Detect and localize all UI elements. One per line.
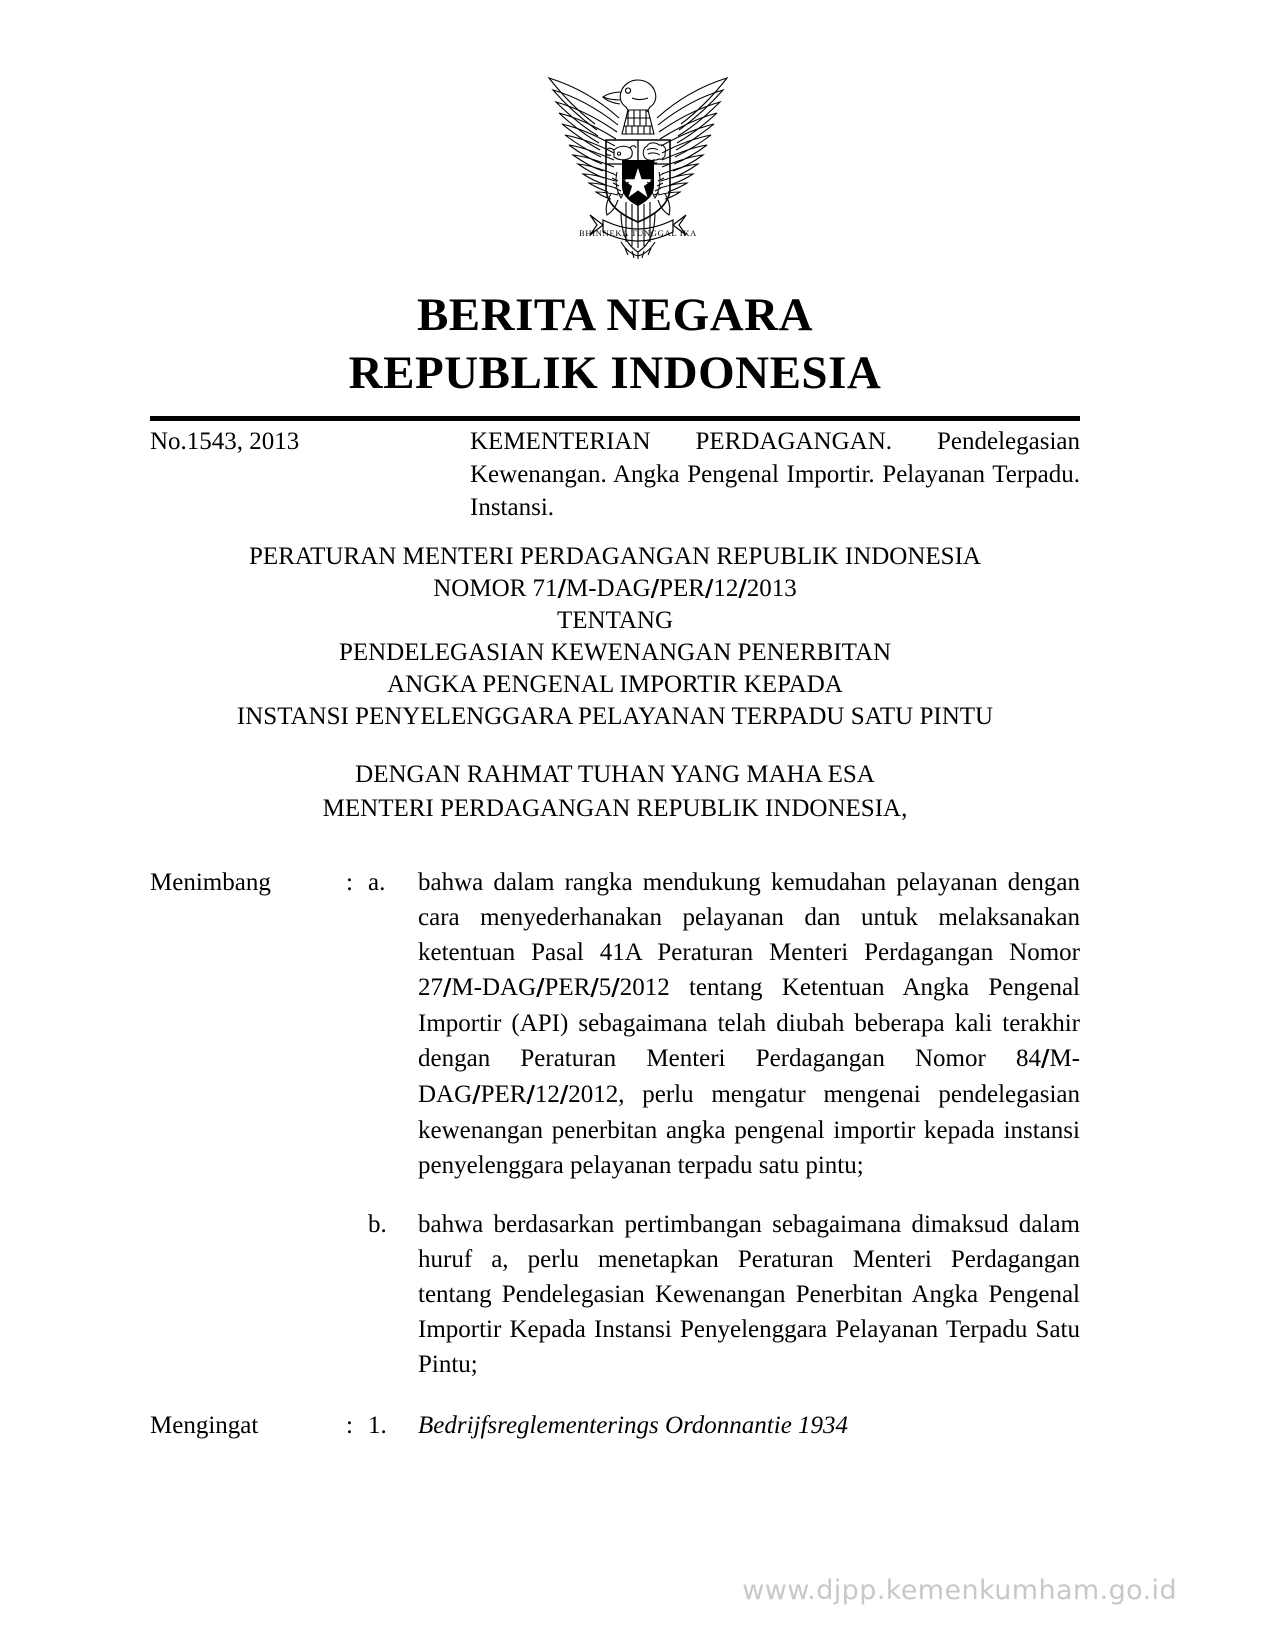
clause-label-mengingat: Mengingat bbox=[150, 1412, 259, 1439]
title-nomor-line bbox=[150, 573, 1080, 605]
clause-a-seg-5: 2012 tentang Ketentuan Angka Pengenal Importir (API) sebagaimana telah diubah beberapa kali terakhir dengan Peraturan Menteri Perdagangan Nomor 84 bbox=[418, 974, 1080, 1072]
slash-icon: / bbox=[536, 975, 545, 1001]
masthead bbox=[150, 286, 1080, 402]
document-body bbox=[150, 865, 1080, 1465]
clause-marker-1: 1. bbox=[368, 1412, 387, 1439]
slash-icon: / bbox=[559, 1082, 569, 1108]
clause-label-menimbang: Menimbang bbox=[150, 869, 271, 896]
clause-colon: : bbox=[346, 1412, 353, 1439]
slash-icon: / bbox=[704, 576, 714, 602]
clause-a-seg-9: 2012, perlu mengatur mengenai pendelegasian kewenangan penerbitan angka pengenal importir kepada instansi penyelenggara pelayanan terpadu satu pintu; bbox=[418, 1081, 1080, 1179]
slash-icon: / bbox=[590, 975, 599, 1001]
clause-text-menimbang-b: bahwa berdasarkan pertimbangan sebagaimana dimaksud dalam huruf a, perlu menetapkan Peraturan Menteri Perdagangan tentang Pendelegasian Kewenangan Penerbitan Angka Pengenal Importir Kepada Instansi Penyelenggara Pelayanan Terpadu Satu Pintu; bbox=[418, 1211, 1080, 1378]
slash-icon: / bbox=[472, 1082, 481, 1108]
header-divider-rule bbox=[150, 416, 1080, 421]
masthead-line-2: REPUBLIK INDONESIA bbox=[348, 347, 882, 399]
slash-icon: / bbox=[526, 1082, 535, 1108]
header-meta-row bbox=[150, 425, 1080, 524]
clause-marker-b: b. bbox=[368, 1211, 387, 1238]
invocation-block bbox=[150, 758, 1080, 826]
nomor-prefix: NOMOR 71 bbox=[433, 575, 558, 602]
slash-icon: / bbox=[443, 975, 452, 1001]
nomor-part-4: 12 bbox=[713, 575, 739, 602]
clause-a-seg-6: M-DAG bbox=[418, 1045, 1080, 1108]
clause-a-seg-8: 12 bbox=[534, 1081, 560, 1108]
title-subject-1: PENDELEGASIAN KEWENANGAN PENERBITAN bbox=[338, 639, 892, 666]
clause-menimbang-a bbox=[150, 865, 1080, 1183]
clause-text-menimbang-a bbox=[418, 865, 1080, 1183]
slash-icon: / bbox=[611, 975, 620, 1001]
nomor-part-3: PER bbox=[659, 575, 705, 602]
slash-icon: / bbox=[557, 576, 566, 602]
clause-mengingat-1 bbox=[150, 1408, 1080, 1443]
emblem-container bbox=[0, 62, 1275, 272]
gazette-subject-keywords: KEMENTERIAN PERDAGANGAN. Pendelegasian Kewenangan. Angka Pengenal Importir. Pelayanan Terpadu. Instansi. bbox=[470, 428, 1080, 521]
garuda-pancasila-emblem bbox=[533, 62, 743, 267]
invocation-line-1: DENGAN RAHMAT TUHAN YANG MAHA ESA bbox=[355, 761, 875, 788]
invocation-line-2: MENTERI PERDAGANGAN REPUBLIK INDONESIA, bbox=[322, 795, 908, 822]
slash-icon: / bbox=[738, 576, 747, 602]
clause-colon: : bbox=[346, 869, 353, 896]
clause-text-mengingat-1: Bedrijfsreglementerings Ordonnantie 1934 bbox=[418, 1412, 849, 1439]
gazette-number: No.1543, 2013 bbox=[150, 428, 300, 455]
clause-a-seg-2: M-DAG bbox=[451, 974, 537, 1001]
regulation-title-block bbox=[150, 541, 1080, 733]
footer-watermark: www.djpp.kemenkumham.go.id bbox=[742, 1575, 1177, 1606]
nomor-part-5: 2013 bbox=[746, 575, 797, 602]
title-tentang: TENTANG bbox=[556, 607, 674, 634]
title-subject-3: INSTANSI PENYELENGGARA PELAYANAN TERPADU SATU PINTU bbox=[236, 703, 994, 730]
title-line-1: PERATURAN MENTERI PERDAGANGAN REPUBLIK INDONESIA bbox=[249, 543, 981, 570]
slash-icon: / bbox=[650, 576, 660, 602]
clause-marker-a: a. bbox=[368, 869, 386, 896]
clause-a-seg-7: PER bbox=[480, 1081, 527, 1108]
nomor-part-2: M-DAG bbox=[565, 575, 651, 602]
slash-icon: / bbox=[1041, 1046, 1050, 1072]
clause-a-seg-3: PER bbox=[544, 974, 591, 1001]
masthead-line-1: BERITA NEGARA bbox=[416, 289, 814, 341]
clause-a-seg-4: 5 bbox=[598, 974, 612, 1001]
clause-menimbang-b bbox=[150, 1207, 1080, 1382]
title-subject-2: ANGKA PENGENAL IMPORTIR KEPADA bbox=[387, 671, 843, 698]
clause-a-seg-1: bahwa dalam rangka mendukung kemudahan pelayanan dengan cara menyederhanakan pelayanan dan untuk melaksanakan ketentuan Pasal 41A Peraturan Menteri Perdagangan Nomor 27 bbox=[418, 869, 1080, 1001]
emblem-motto-text: BHINNEKA TUNGGAL IKA bbox=[578, 228, 697, 238]
